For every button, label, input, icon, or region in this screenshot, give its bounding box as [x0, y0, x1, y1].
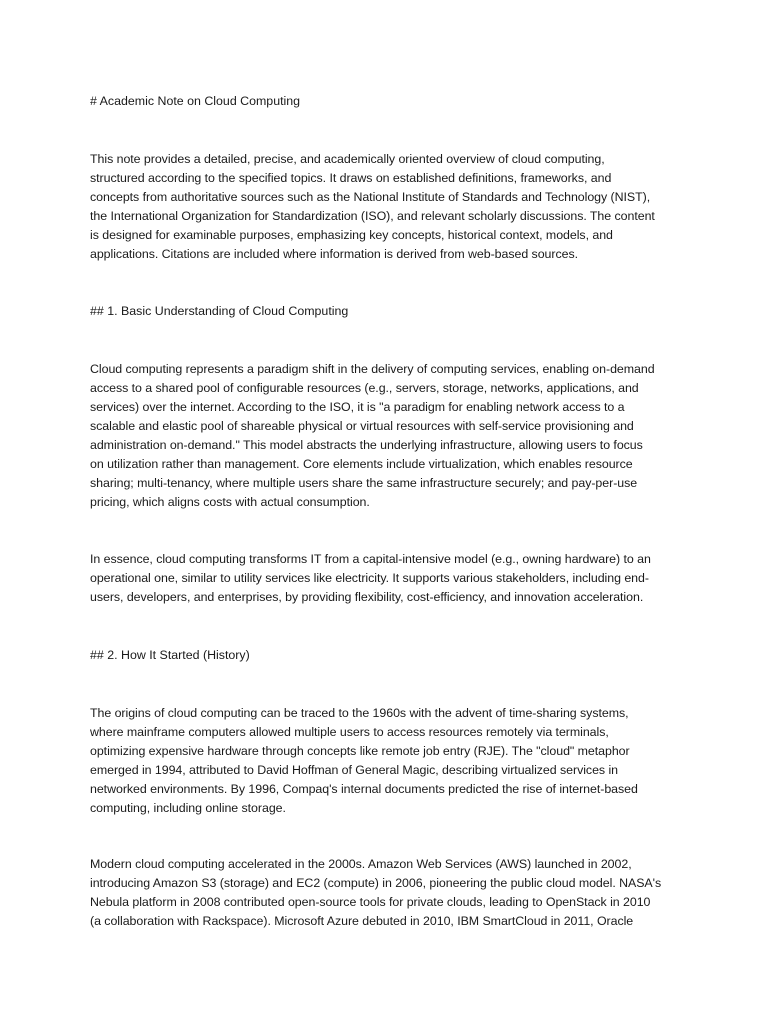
paragraph-line: Cloud computing represents a paradigm shift in the delivery of computing services, enabling on-demand — [90, 362, 655, 376]
paragraph-line: optimizing expensive hardware through concepts like remote job entry (RJE). The "cloud" metaphor — [90, 744, 630, 758]
section2-paragraph-1 — [90, 704, 690, 818]
paragraph-line: introducing Amazon S3 (storage) and EC2 (compute) in 2006, pioneering the public cloud model. NASA's — [90, 876, 662, 890]
paragraph-line: sharing; multi-tenancy, where multiple users share the same infrastructure securely; and pay-per-use — [90, 476, 638, 490]
document-title: # Academic Note on Cloud Computing — [90, 94, 301, 108]
paragraph-line: In essence, cloud computing transforms IT from a capital-intensive model (e.g., owning hardware) to an — [90, 552, 651, 566]
intro-line: This note provides a detailed, precise, and academically oriented overview of cloud computing, — [90, 152, 605, 166]
paragraph-line: scalable and elastic pool of shareable physical or virtual resources with self-service provisioning and — [90, 419, 634, 433]
section1-paragraph-1 — [90, 360, 690, 512]
paragraph-line: operational one, similar to utility services like electricity. It supports various stakeholders, including end- — [90, 571, 649, 585]
intro-line: structured according to the specified topics. It draws on established definitions, frameworks, and — [90, 171, 612, 185]
section2-heading: ## 2. How It Started (History) — [90, 648, 250, 662]
paragraph-line: on utilization rather than management. Core elements include virtualization, which enables resource — [90, 457, 633, 471]
intro-line: the International Organization for Standardization (ISO), and relevant scholarly discussions. The content — [90, 209, 655, 223]
paragraph-line: pricing, which aligns costs with actual consumption. — [90, 495, 370, 509]
paragraph-line: emerged in 1994, attributed to David Hoffman of General Magic, describing virtualized services in — [90, 763, 618, 777]
paragraph-line: where mainframe computers allowed multiple users to access resources remotely via terminals, — [90, 725, 609, 739]
section2-paragraph-2 — [90, 855, 690, 931]
intro-line: applications. Citations are included where information is derived from web-based sources. — [90, 247, 578, 261]
section1-heading: ## 1. Basic Understanding of Cloud Computing — [90, 304, 349, 318]
paragraph-line: (a collaboration with Rackspace). Microsoft Azure debuted in 2010, IBM SmartCloud in 2011, Oracle — [90, 914, 634, 928]
intro-line: concepts from authoritative sources such as the National Institute of Standards and Technology (NIST), — [90, 190, 651, 204]
intro-line: is designed for examinable purposes, emphasizing key concepts, historical context, models, and — [90, 228, 613, 242]
paragraph-line: The origins of cloud computing can be traced to the 1960s with the advent of time-sharing systems, — [90, 706, 629, 720]
paragraph-line: users, developers, and enterprises, by providing flexibility, cost-efficiency, and innovation acceleration. — [90, 590, 644, 604]
paragraph-line: Nebula platform in 2008 contributed open-source tools for private clouds, leading to OpenStack in 2010 — [90, 895, 651, 909]
paragraph-line: access to a shared pool of configurable resources (e.g., servers, storage, networks, applications, and — [90, 381, 639, 395]
paragraph-line: networked environments. By 1996, Compaq's internal documents predicted the rise of internet-based — [90, 782, 638, 796]
paragraph-line: Modern cloud computing accelerated in the 2000s. Amazon Web Services (AWS) launched in 2002, — [90, 857, 632, 871]
paragraph-line: services) over the internet. According to the ISO, it is "a paradigm for enabling network access to a — [90, 400, 625, 414]
paragraph-line: administration on-demand." This model abstracts the underlying infrastructure, allowing users to focus — [90, 438, 643, 452]
paragraph-line: computing, including online storage. — [90, 801, 286, 815]
intro-paragraph — [90, 150, 690, 264]
section1-paragraph-2 — [90, 550, 690, 607]
